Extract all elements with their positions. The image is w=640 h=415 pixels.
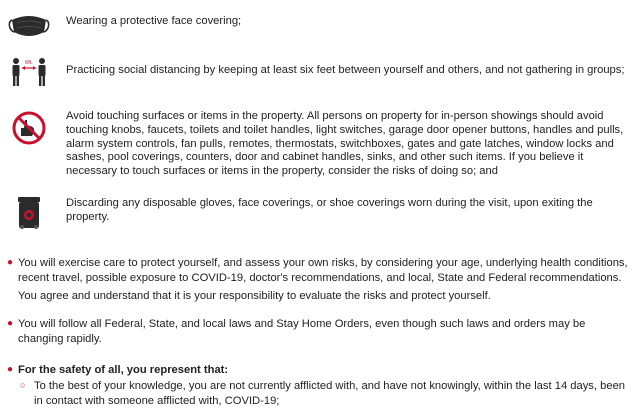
bullet-safety-heading: For the safety of all, you represent that: xyxy=(18,364,229,376)
item-touch-text: Avoid touching surfaces or items in the property. All persons on property for in-person showings should avoid touching knobs, faucets, toilets and toilet handles, light switches, garage door opener buttons, handles and pulls, alarm system controls, fan pulls, remotes, thermostats, switchboxes, gates and gate latches, window locks and sashes, pool coverings, counters, door and cabinet handles, sinks, and other such items. If you believe it necessary to touch surfaces or items in the property, consider the risks of doing so; and xyxy=(66,110,624,178)
bullet-marker: ● xyxy=(7,364,14,375)
sub-bullet-marker: ○ xyxy=(20,380,26,390)
face-mask-icon xyxy=(8,8,50,44)
bullet-laws-text: You will follow all Federal, State, and local laws and Stay Home Orders, even though such laws and orders may be changing rapidly. xyxy=(18,318,586,345)
bullet-marker: ● xyxy=(7,257,14,268)
bullet-care-text: You will exercise care to protect yourself, and assess your own risks, by considering your age, underlying health conditions, recent travel, possible exposure to COVID-19, doctor's recommendations, and local, State and Federal recommendations. xyxy=(18,257,628,284)
trash-bin-icon xyxy=(8,194,50,230)
distance-label: 6ft. xyxy=(25,60,33,66)
bullet-marker: ● xyxy=(7,318,14,329)
item-discard-text: Discarding any disposable gloves, face coverings, or shoe coverings worn during the visit, upon exiting the property. xyxy=(66,197,593,223)
item-mask-text: Wearing a protective face covering; xyxy=(66,15,242,27)
social-distance-icon xyxy=(8,54,50,90)
no-touch-icon xyxy=(8,110,50,146)
bullet-care-text-2: You agree and understand that it is your responsibility to evaluate the risks and protect yourself. xyxy=(18,290,491,302)
sub-bullet-text: To the best of your knowledge, you are not currently afflicted with, and have not knowingly, within the last 14 days, been in contact with someone afflicted with, COVID-19; xyxy=(34,380,626,407)
item-distance-text: Practicing social distancing by keeping at least six feet between yourself and others, and not gathering in groups; xyxy=(66,64,625,76)
